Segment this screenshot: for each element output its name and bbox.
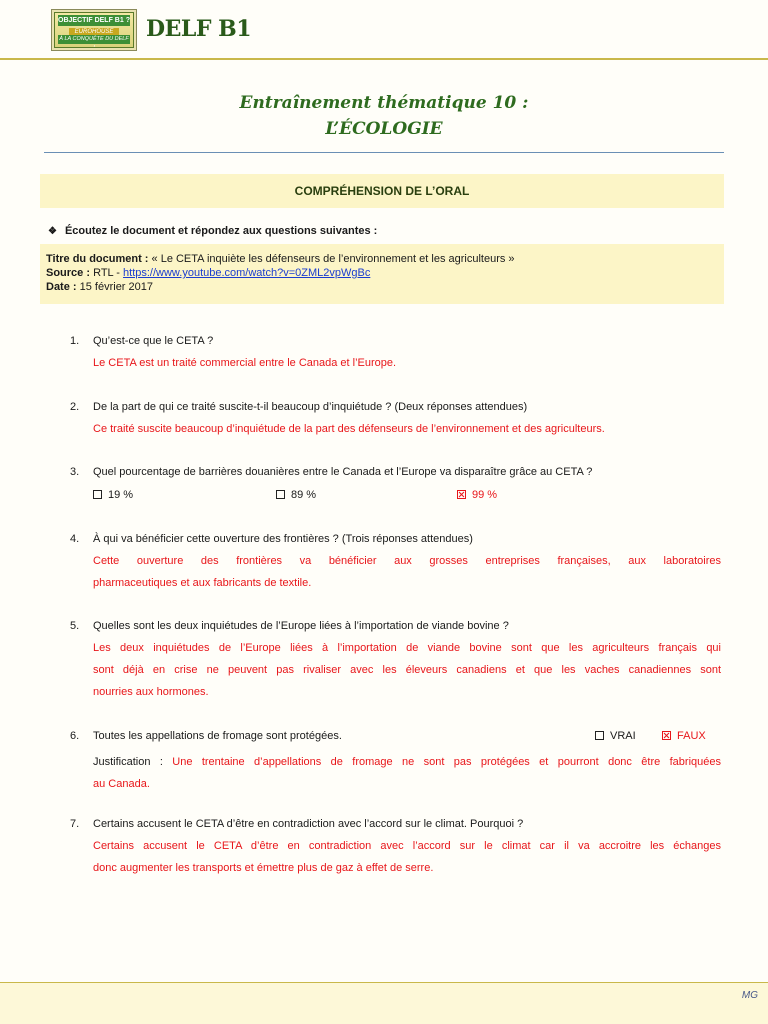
page-title [0,90,768,142]
checkbox-empty-icon[interactable] [276,490,285,499]
question-text: De la part de qui ce traité suscite-t-il beaucoup d’inquiétude ? (Deux réponses attendues) [93,401,528,413]
option-label: VRAI [610,730,636,742]
answer-line: Cette ouverture des frontières va bénéficier aux grosses entreprises françaises, aux laboratoires [93,555,721,567]
source-link[interactable]: https://www.youtube.com/watch?v=0ZML2vpWgBc [123,267,371,279]
document-source-row [46,266,724,280]
justification-text: Une trentaine d’appellations de fromage ne sont pas protégées et pourront donc être fabriquées [172,756,721,768]
checkbox-empty-icon[interactable] [595,731,604,740]
answer-7 [93,835,721,879]
question-number: 6. [70,730,80,742]
instruction-text: Écoutez le document et répondez aux questions suivantes : [64,225,378,237]
option-label: 89 % [291,489,317,501]
logo-bottom-text: À LA CONQUÊTE DU DELF ! [59,36,129,48]
logo-image [54,12,134,48]
question-text: À qui va bénéficier cette ouverture des frontières ? (Trois réponses attendues) [93,533,473,545]
question-text: Quel pourcentage de barrières douanières entre le Canada et l’Europe va disparaître grâce au CETA ? [93,466,593,478]
option-19-percent[interactable] [93,488,133,502]
question-number: 4. [70,533,80,545]
title-line-1: Entraînement thématique 10 : [239,93,529,113]
checkbox-empty-icon[interactable] [93,490,102,499]
answer-line: Le CETA est un traité commercial entre le Canada et l’Europe. [93,357,397,369]
answer-5 [93,637,721,703]
option-faux[interactable] [662,729,706,743]
answer-line: donc augmenter les transports et émettre plus de gaz à effet de serre. [93,862,434,874]
document-date-label: Date : [46,281,77,293]
question-number: 2. [70,401,80,413]
brand-title: DELF B1 [146,16,251,42]
page-header [0,0,768,60]
question-number: 1. [70,335,80,347]
title-line-2: L’ÉCOLOGIE [325,119,443,139]
question-number: 3. [70,466,80,478]
answer-2 [93,418,721,440]
question-number: 5. [70,620,80,632]
document-info-box [40,244,724,304]
answer-line: pharmaceutiques et aux fabricants de textile. [93,577,312,589]
answer-4 [93,550,721,594]
option-label: FAUX [677,730,706,742]
answer-line: Ce traité suscite beaucoup d’inquiétude de la part des défenseurs de l’environnement et des agriculteurs. [93,423,605,435]
justification-6 [93,751,721,795]
option-99-percent[interactable] [457,488,497,502]
document-date-row [46,280,724,294]
question-text: Qu’est-ce que le CETA ? [93,335,214,347]
document-date-value: 15 février 2017 [76,281,153,293]
instruction [48,225,377,237]
checkbox-checked-icon[interactable] [457,490,466,499]
document-source-value: RTL - [90,267,124,279]
document-source-label: Source : [46,267,91,279]
answer-1 [93,352,721,374]
document-title-value: « Le CETA inquiète les défenseurs de l’environnement et les agriculteurs » [148,253,515,265]
checkbox-checked-icon[interactable] [662,731,671,740]
author-initials: MG [741,990,758,1001]
delf-logo [51,9,137,51]
section-heading: COMPRÉHENSION DE L’ORAL [40,174,724,208]
answer-line: Certains accusent le CETA d’être en contradiction avec l’accord sur le climat car il va accroitre les échanges [93,840,721,852]
diamond-bullet-icon: ❖ [48,226,57,237]
justification-label: Justification : [93,756,173,768]
question-text: Quelles sont les deux inquiétudes de l’Europe liées à l’importation de viande bovine ? [93,620,509,632]
logo-mid-text: EUROHOUSE [69,28,119,36]
answer-line: nourries aux hormones. [93,686,209,698]
question-text: Certains accusent le CETA d’être en contradiction avec l’accord sur le climat. Pourquoi ? [93,818,524,830]
option-label: 99 % [472,489,498,501]
option-vrai[interactable] [595,729,636,743]
question-text: Toutes les appellations de fromage sont protégées. [93,730,342,742]
answer-line: sont déjà en crise ne peuvent pas rivaliser avec les éleveurs canadiens et que les vaches canadiennes sont [93,664,721,676]
header-divider [0,58,768,60]
question-number: 7. [70,818,80,830]
page-footer [0,983,768,1024]
logo-top-text: OBJECTIF DELF B1 ? [58,17,130,24]
answer-line: Les deux inquiétudes de l’Europe liées à l’importation de viande bovine sont que les agriculteurs français qui [93,642,721,654]
justification-line [93,751,721,773]
option-label: 19 % [108,489,134,501]
title-divider [44,152,724,153]
justification-line: au Canada. [93,778,150,790]
option-89-percent[interactable] [276,488,316,502]
document-title-label: Titre du document : [46,253,149,265]
document-title-row [46,252,724,266]
